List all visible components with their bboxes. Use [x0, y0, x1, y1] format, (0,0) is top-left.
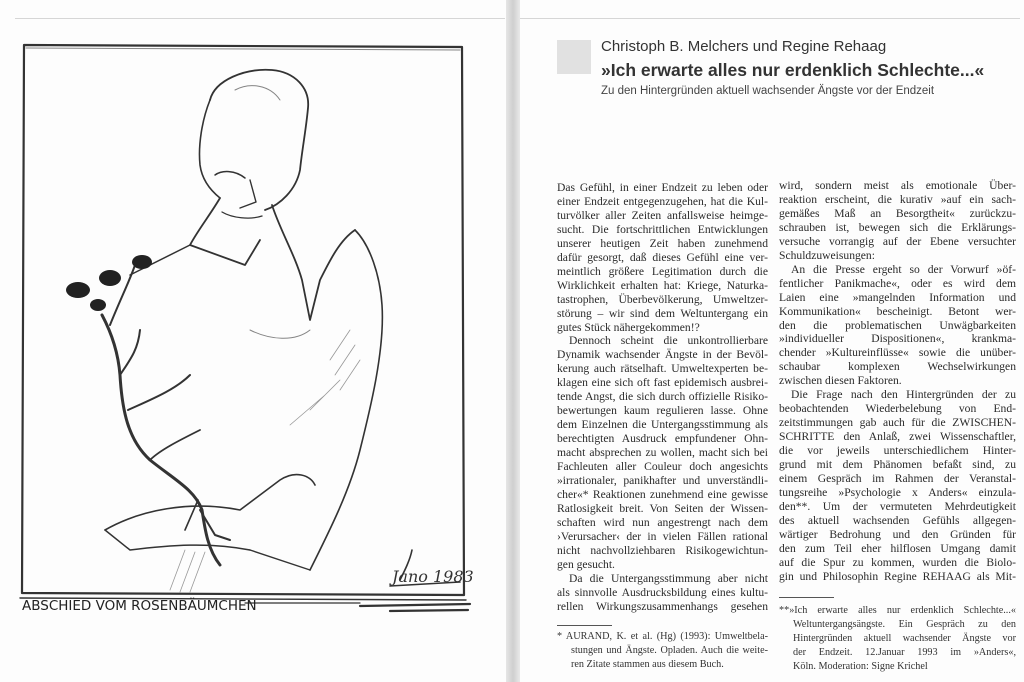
text-line: schaubar komplexen Wechselwirkungen [779, 360, 1016, 374]
footnote-rule [779, 597, 834, 598]
text-line: macht absprechen zu wollen, macht sich bei [557, 446, 768, 460]
text-line: fentlicher Panikmache«, oder es wird dem [779, 276, 1016, 290]
text-column-1 [557, 181, 768, 614]
pencil-drawing [10, 30, 490, 630]
text-line: ren Zitate stammen aus diesem Buch. [571, 659, 724, 670]
text-line: dafür gesorgt, daß dieses Gefühl eine ver- [557, 250, 768, 264]
text-line: schaften wird nun angestrengt nach dem [557, 515, 768, 529]
text-line: sucht. Die fortschrittlichen Entwicklungen [557, 222, 768, 236]
text-line: klagen eine sich oft fast epidemisch ausbrei- [557, 376, 768, 390]
signature: Jano 1983 [392, 567, 474, 586]
page-gutter [506, 0, 520, 682]
text-line: wird, sondern meist als emotionale Über- [779, 179, 1016, 192]
text-line: einem Gespräch im Rahmen der Veranstal- [779, 472, 1016, 486]
text-line: wärtiger Bedrohung und den Gründen für [779, 527, 1016, 541]
text-line: gemäßes Maß an Besorgtheit« zurückzu- [779, 206, 1016, 220]
text-line: bewertungen kaum regulieren lasse. Ohne [557, 404, 768, 418]
text-line: versuche vorrangig auf der Ebene versuchter [779, 234, 1016, 248]
top-rule [15, 18, 505, 19]
text-line: Hintergründen aktuell wachsender Ängste vor [793, 633, 1016, 644]
text-line: den**. Um der vermuteten Mehrdeutigkeit [779, 499, 1016, 513]
text-line: des aktuell wachsenden Gefühls allgegen- [779, 513, 1016, 527]
text-line: Ratlosigkeit breit. Von Seiten der Wissen- [557, 501, 768, 515]
text-line: schrauben ist, bewegen sich die Erklärungs- [779, 220, 1016, 234]
text-line: **»Ich erwarte alles nur erdenklich Schlechte...« [779, 605, 1016, 616]
text-line: gutes Stück nähergekommen!? [557, 320, 700, 334]
header-square [557, 40, 591, 74]
text-line: nicht nachvollziehbaren Risikogewichtun- [557, 543, 768, 557]
text-line: gen gesucht. [557, 557, 615, 571]
text-line: Die Frage nach den Hintergründen der zu [791, 388, 1016, 402]
text-line: Schuldzuweisungen: [779, 248, 875, 262]
text-line: SCHRITTE den Anlaß, zwei Wissenschaftler, [779, 430, 1016, 444]
text-line: »irrationaler, panikhafter und unverständli- [557, 474, 768, 488]
text-column-2 [779, 179, 1016, 584]
footnote-2 [779, 604, 1016, 674]
text-line: der Endzeit. 12.Januar 1993 im »Anders«, [793, 647, 1016, 658]
right-page [520, 0, 1024, 682]
text-line: gin und Philosophin Regine REHAAG als Mit- [779, 569, 1016, 583]
text-line: unserer heutigen Zeit haben zunehmend [557, 236, 768, 250]
text-line: Köln. Moderation: Signe Krichel [793, 661, 928, 672]
text-line: chender »Kultureinflüsse« sowie die unüber- [779, 346, 1016, 360]
text-line: kerung auch rätselhaft. Umweltexperten be- [557, 362, 768, 376]
text-line: »individueller Dispositionen«, krankma- [779, 332, 1016, 346]
text-line: Weltuntergangsängste. Ein Gespräch zu den [793, 619, 1016, 630]
text-line: beobachtenden Wiederbelebung von End- [779, 402, 1016, 416]
article-title: »Ich erwarte alles nur erdenklich Schlechte...« [601, 60, 985, 80]
text-line: tungsreihe »Psychologie x Anders« einzula- [779, 485, 1016, 499]
text-line: einer Endzeit entgegenzugehen, hat die Kul- [557, 194, 768, 208]
drawing-caption: ABSCHIED VOM ROSENBÄUMCHEN [22, 598, 257, 614]
text-line: An die Presse ergeht so der Vorwurf »öf- [791, 262, 1016, 276]
article-subtitle: Zu den Hintergründen aktuell wachsender Ängste vor der Endzeit [601, 85, 935, 97]
text-line: reaktion erscheint, die kurativ »auf ein sach- [779, 192, 1016, 206]
text-line: stungen und Ängste. Opladen. Auch die weite- [571, 645, 768, 656]
text-line: Das Gefühl, in einer Endzeit zu leben oder [557, 181, 768, 194]
article-author: Christoph B. Melchers und Regine Rehaag [601, 38, 887, 55]
text-line: Dennoch scheint die unkontrollierbare [569, 334, 768, 348]
text-line: Fachleuten aller Couleur doch angesichts [557, 460, 768, 474]
text-line: dem Einzelnen die Untergangsstimmung als [557, 418, 768, 432]
text-line: berechtigten Ausdruck empfundener Ohn- [557, 432, 768, 446]
text-line: Kommunikation« bescheinigt. Betont wer- [779, 304, 1016, 318]
text-line: tende Angst, die sich durch offizielle Risiko- [557, 390, 768, 404]
text-line: zeitstimmungen gab auch für die ZWISCHEN- [779, 416, 1016, 430]
text-line: zwischen diesen Faktoren. [779, 374, 902, 388]
text-line: rellen Wirkungszusammenhangs gesehen [557, 599, 768, 613]
text-line: tastrophen, Überbevölkerung, Umweltzer- [557, 292, 768, 306]
text-line: auf die Spur zu kommen, wurden die Biolo- [779, 555, 1016, 569]
footnote-1 [557, 630, 768, 672]
text-line: ›Verursacher‹ der in vielen Fällen rational [557, 529, 768, 543]
text-line: Da die Untergangsstimmung aber nicht [569, 571, 768, 585]
text-line: grund mit dem Phänomen befaßt sind, zu [779, 458, 1016, 472]
text-line: den zum Teil eher hilflosen Umgang damit [779, 541, 1016, 555]
text-line: cher«* Reaktionen zunehmend eine gewisse [557, 487, 768, 501]
footnote-rule [557, 625, 612, 626]
text-line: Wirklichkeit erhalten hat: Kriege, Naturka- [557, 278, 768, 292]
text-line: * AURAND, K. et al. (Hg) (1993): Umweltbela- [557, 631, 768, 642]
text-line: Laien eine »mangelnden Information und [779, 290, 1016, 304]
text-line: Dynamik wachsender Ängste in der Bevöl- [557, 348, 768, 362]
left-page [0, 0, 506, 682]
text-line: störung – wir sind dem Weltuntergang ein [557, 306, 768, 320]
top-rule [520, 18, 1020, 19]
text-line: turvölker aller Zeiten anfallsweise heimge- [557, 208, 768, 222]
text-line: den die problematischen Unwägbarkeiten [779, 318, 1016, 332]
text-line: die vor jeweils unterschiedlichem Hinter- [779, 444, 1016, 458]
text-line: meintlich größere Legitimation durch die [557, 264, 768, 278]
text-line: als sinnvolle Ausdrucksbildung eines kultu- [557, 585, 768, 599]
